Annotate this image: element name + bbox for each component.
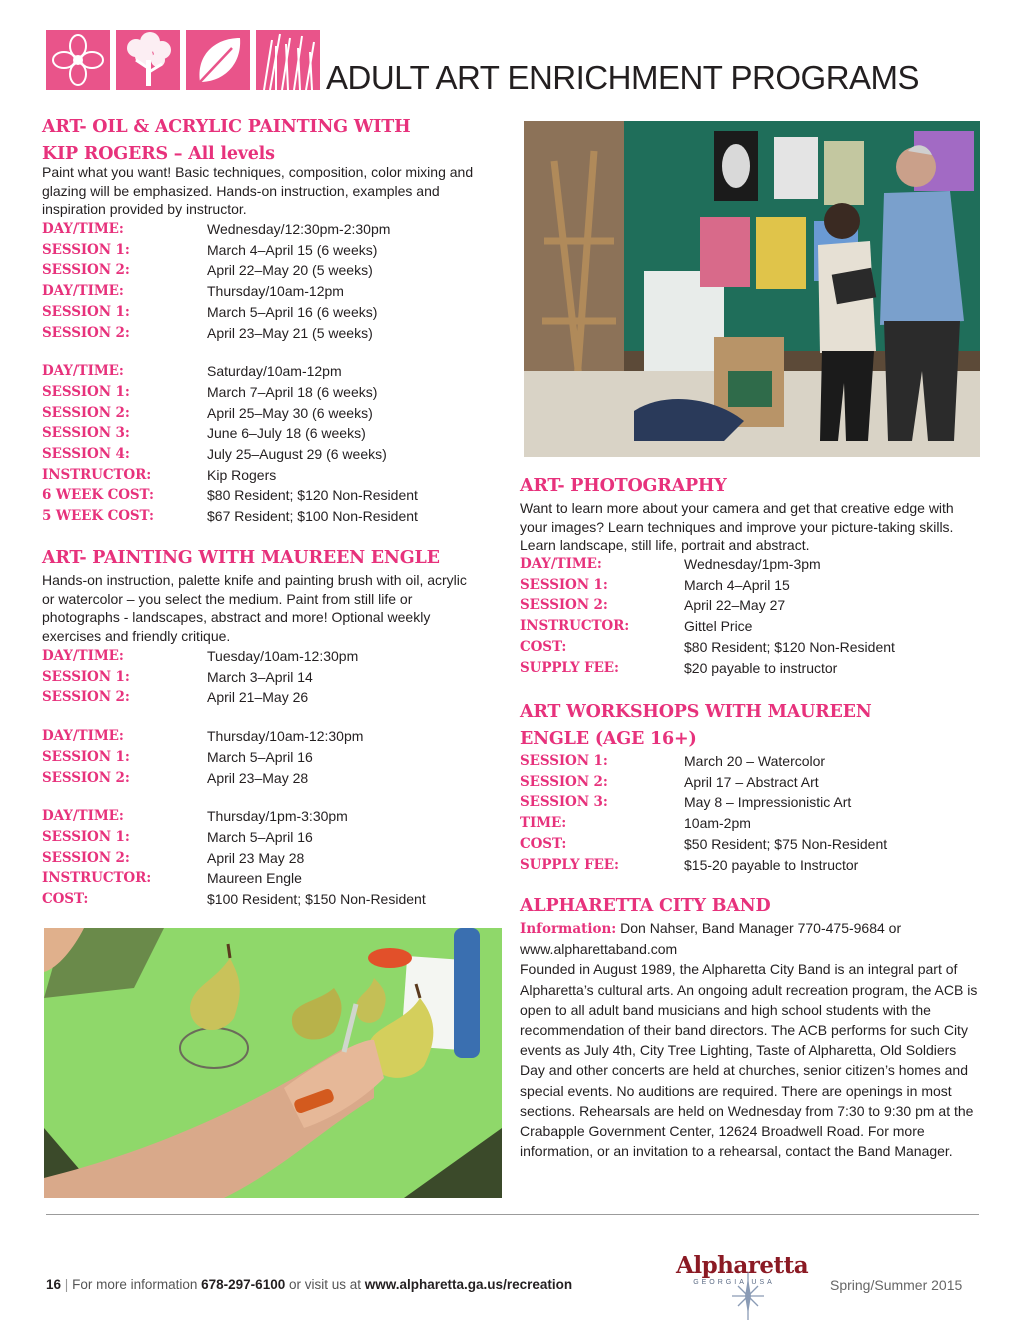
schedule-row	[42, 260, 492, 281]
schedule-row	[42, 646, 492, 667]
schedule-label: DAY/TIME:	[42, 363, 124, 380]
schedule-label: DAY/TIME:	[42, 648, 124, 664]
schedule-value: Maureen Engle	[207, 870, 302, 887]
schedule-label: COST:	[520, 638, 567, 655]
workshops-title-line2: ENGLE (AGE 16+)	[520, 729, 697, 749]
schedule-value: April 22–May 20 (5 weeks)	[207, 262, 373, 279]
schedule-value: $67 Resident; $100 Non-Resident	[207, 508, 418, 525]
schedule-label: SUPPLY FEE:	[520, 856, 619, 873]
schedule-label: SUPPLY FEE:	[520, 659, 619, 676]
schedule-value: March 7–April 18 (6 weeks)	[207, 383, 378, 400]
schedule-value: $80 Resident; $120 Non-Resident	[207, 487, 418, 504]
schedule-label: DAY/TIME:	[42, 728, 124, 745]
schedule-row	[520, 637, 975, 658]
schedule-row	[42, 726, 492, 747]
schedule-row	[42, 485, 492, 506]
pears-still-life-photo	[44, 928, 502, 1198]
photography-description: Want to learn more about your camera and get that creative edge with your images? Learn techniques and improve your picture-taking skills. Learn landscape, still life, portrait and abstract.	[520, 500, 954, 554]
schedule-value: June 6–July 18 (6 weeks)	[207, 425, 366, 442]
schedule-label: SESSION 2:	[42, 689, 130, 706]
schedule-row	[42, 889, 492, 910]
schedule-value: $15-20 payable to Instructor	[684, 856, 859, 873]
schedule-label: SESSION 2:	[42, 262, 130, 279]
schedule-value: Thursday/10am-12pm	[207, 283, 344, 300]
schedule-row	[520, 575, 975, 596]
schedule-row	[42, 240, 492, 261]
oil-acrylic-description: Paint what you want! Basic techniques, composition, color mixing and glazing will be emphasized. Hands-on instruction, examples and inspiration provided by instructor.	[42, 164, 474, 218]
page-title: ADULT ART ENRICHMENT PROGRAMS	[326, 59, 920, 96]
schedule-row	[42, 848, 492, 869]
city-band-description: Founded in August 1989, the Alpharetta City Band is an integral part of Alpharetta’s cultural arts. An ongoing adult recreation program, the ACB is open to all adult band musicians and high school students with the recommendation of their band directors. The ACB performs for such City events as July 4th, City Tree Lighting, Taste of Alpharetta, Old Soldiers Day and other concerts are held at churches, senior citizen’s homes and special events. No auditions are required. There are openings in most sections. Rehearsals are held on Wednesday from 7:30 to 9:30 pm at the Crabapple Government Center, 12624 Broadwell Road. For more information, or an invitation to a rehearsal, contact the Band Manager.	[520, 961, 978, 1160]
schedule-label: INSTRUCTOR:	[520, 618, 630, 635]
schedule-label: SESSION 2:	[520, 597, 608, 614]
logo-text: Alpharetta	[676, 1252, 809, 1279]
schedule-value: Wednesday/1pm-3pm	[684, 556, 821, 572]
schedule-row	[42, 465, 492, 486]
maureen-painting-title: ART- PAINTING WITH MAUREEN ENGLE	[42, 548, 440, 568]
schedule-label: SESSION 2:	[520, 773, 608, 790]
schedule-row	[42, 768, 492, 789]
footer-text-info: For more information	[72, 1277, 198, 1292]
schedule-value: Thursday/1pm-3:30pm	[207, 808, 348, 825]
info-label: Information:	[520, 921, 617, 937]
schedule-label: SESSION 2:	[42, 404, 130, 421]
schedule-label: 5 WEEK COST:	[42, 508, 154, 525]
schedule-value: March 5–April 16	[207, 748, 313, 765]
schedule-value: Gittel Price	[684, 618, 753, 635]
schedule-label: INSTRUCTOR:	[42, 870, 152, 887]
workshops-title-line1: ART WORKSHOPS WITH MAUREEN	[520, 702, 872, 722]
photography-schedule	[520, 554, 975, 678]
oil-acrylic-title-line2: KIP ROGERS – All levels	[42, 144, 275, 164]
schedule-value: $100 Resident; $150 Non-Resident	[207, 891, 426, 908]
art-class-photo	[524, 121, 980, 457]
header-icon-tiles	[46, 30, 320, 90]
schedule-label: INSTRUCTOR:	[42, 466, 152, 483]
schedule-row	[520, 751, 975, 772]
schedule-label: SESSION 1:	[42, 383, 130, 400]
schedule-row	[42, 868, 492, 889]
schedule-value: March 4–April 15 (6 weeks)	[207, 241, 378, 258]
schedule-row	[42, 323, 492, 344]
maureen-painting-schedule	[42, 646, 492, 910]
tree-icon	[116, 30, 180, 90]
schedule-row	[42, 302, 492, 323]
schedule-label: DAY/TIME:	[42, 283, 124, 300]
schedule-value: Kip Rogers	[207, 466, 277, 483]
city-band-info	[520, 918, 980, 1161]
schedule-row	[520, 855, 975, 876]
logo-subtext: GEORGIA USA	[693, 1279, 775, 1286]
schedule-row	[42, 361, 492, 382]
schedule-value: April 21–May 26	[207, 689, 309, 706]
schedule-label: SESSION 1:	[42, 241, 130, 258]
schedule-row	[42, 281, 492, 302]
schedule-label: SESSION 1:	[520, 753, 608, 769]
schedule-value: March 3–April 14	[207, 668, 313, 685]
footer-separator: |	[64, 1277, 69, 1292]
schedule-label: SESSION 1:	[520, 576, 608, 593]
schedule-value: 10am-2pm	[684, 815, 751, 832]
schedule-label: SESSION 2:	[42, 324, 130, 341]
schedule-label: SESSION 1:	[42, 828, 130, 845]
schedule-label: SESSION 3:	[520, 794, 608, 811]
schedule-value: March 5–April 16 (6 weeks)	[207, 303, 378, 320]
schedule-label: 6 WEEK COST:	[42, 487, 154, 504]
schedule-value: March 5–April 16	[207, 828, 313, 845]
schedule-label: DAY/TIME:	[42, 221, 124, 237]
schedule-value: March 20 – Watercolor	[684, 753, 826, 769]
footer-phone: 678-297-6100	[201, 1277, 286, 1292]
workshops-schedule	[520, 751, 975, 875]
schedule-row	[42, 219, 492, 240]
schedule-label: TIME:	[520, 815, 567, 832]
schedule-label: SESSION 2:	[42, 769, 130, 786]
schedule-value: Saturday/10am-12pm	[207, 363, 342, 380]
flower-icon	[46, 30, 110, 90]
schedule-row	[42, 444, 492, 465]
schedule-value: Wednesday/12:30pm-2:30pm	[207, 221, 391, 237]
schedule-value: April 23–May 28	[207, 769, 309, 786]
workshops-title	[520, 699, 872, 753]
schedule-row	[42, 506, 492, 527]
schedule-row	[42, 423, 492, 444]
schedule-row	[520, 595, 975, 616]
photography-title: ART- PHOTOGRAPHY	[520, 476, 727, 496]
oil-acrylic-title-line1: ART- OIL & ACRYLIC PAINTING WITH	[42, 117, 411, 137]
footer-url-link[interactable]: www.alpharetta.ga.us/recreation	[364, 1277, 573, 1292]
schedule-value: Tuesday/10am-12:30pm	[207, 648, 359, 664]
schedule-value: April 22–May 27	[684, 597, 786, 614]
schedule-value: April 23–May 21 (5 weeks)	[207, 324, 373, 341]
schedule-value: July 25–August 29 (6 weeks)	[207, 446, 387, 463]
schedule-value: $80 Resident; $120 Non-Resident	[684, 638, 895, 655]
footer-contact	[46, 1277, 572, 1292]
schedule-row	[42, 747, 492, 768]
schedule-row	[520, 616, 975, 637]
schedule-label: SESSION 3:	[42, 425, 130, 442]
grass-icon	[256, 30, 320, 90]
schedule-label: SESSION 4:	[42, 446, 130, 463]
footer-text-visit: or visit us at	[288, 1277, 362, 1292]
schedule-row	[42, 827, 492, 848]
maureen-painting-description: Hands-on instruction, palette knife and painting brush with oil, acrylic or watercolor – you select the medium. Paint from still life or photographs - landscapes, abstract and more! Optional weekly exercises and friendly critique.	[42, 572, 467, 645]
schedule-row	[42, 806, 492, 827]
schedule-row	[520, 792, 975, 813]
schedule-value: April 17 – Abstract Art	[684, 773, 819, 790]
schedule-label: COST:	[42, 891, 89, 908]
schedule-value: Thursday/10am-12:30pm	[207, 728, 364, 745]
schedule-value: April 23 May 28	[207, 849, 305, 866]
schedule-value: $20 payable to instructor	[684, 659, 838, 676]
schedule-value: $50 Resident; $75 Non-Resident	[684, 835, 888, 852]
schedule-row	[42, 382, 492, 403]
schedule-label: SESSION 1:	[42, 303, 130, 320]
page-number: 16	[46, 1277, 62, 1292]
schedule-label: SESSION 2:	[42, 849, 130, 866]
schedule-row	[520, 658, 975, 679]
schedule-row	[520, 772, 975, 793]
city-band-title: ALPHARETTA CITY BAND	[520, 896, 771, 916]
schedule-value: April 25–May 30 (6 weeks)	[207, 404, 373, 421]
band-website-link[interactable]: www.alpharettaband.com	[520, 941, 678, 958]
schedule-label: DAY/TIME:	[520, 556, 602, 572]
schedule-row	[520, 813, 975, 834]
schedule-value: May 8 – Impressionistic Art	[684, 794, 852, 811]
schedule-label: DAY/TIME:	[42, 808, 124, 825]
oil-acrylic-title	[42, 114, 410, 168]
leaf-icon	[186, 30, 250, 90]
schedule-row	[42, 687, 492, 708]
oil-acrylic-schedule	[42, 219, 492, 527]
alpharetta-logo	[676, 1252, 809, 1320]
schedule-row	[520, 834, 975, 855]
schedule-label: SESSION 1:	[42, 668, 130, 685]
schedule-label: SESSION 1:	[42, 748, 130, 765]
schedule-row	[520, 554, 975, 575]
schedule-value: March 4–April 15	[684, 576, 790, 593]
schedule-label: COST:	[520, 835, 567, 852]
schedule-row	[42, 403, 492, 424]
band-manager-contact: Don Nahser, Band Manager 770-475-9684 or	[620, 920, 902, 936]
footer-divider	[46, 1214, 979, 1215]
season-label: Spring/Summer 2015	[830, 1277, 963, 1293]
schedule-row	[42, 667, 492, 688]
